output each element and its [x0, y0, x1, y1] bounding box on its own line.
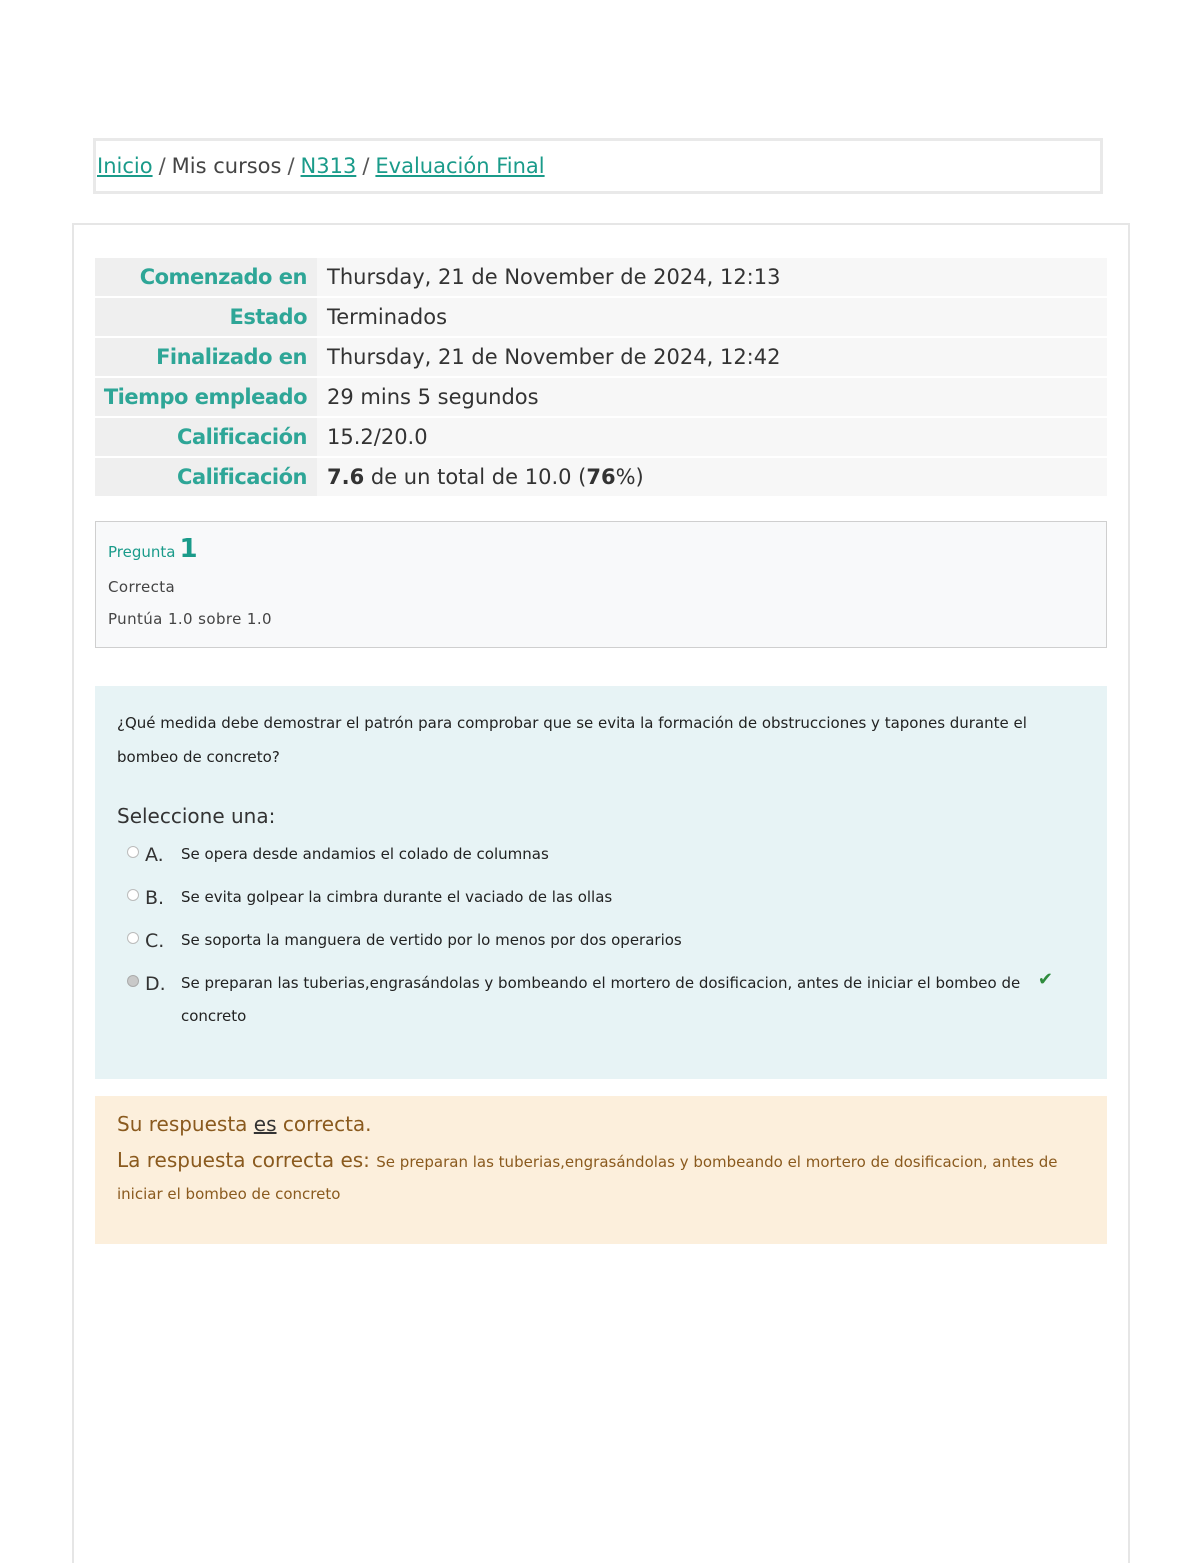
summary-row-grade: [95, 458, 1107, 498]
summary-label: Tiempo empleado: [95, 378, 317, 418]
breadcrumb-activity-link[interactable]: Evaluación Final: [375, 154, 545, 178]
question-prompt: ¿Qué medida debe demostrar el patrón para comprobar que se evita la formación de obstrucciones y tapones durante el bombeo de concreto?: [117, 714, 1027, 766]
select-one-label: Seleccione una:: [117, 804, 276, 828]
question-state: Correcta: [108, 578, 176, 596]
answer-option-b[interactable]: [117, 887, 1085, 914]
correct-answer-text: Se preparan las tuberias,engrasándolas y bombeando el mortero de dosificacion, antes de iniciar el bombeo de concreto: [117, 1153, 1058, 1203]
radio-button[interactable]: [127, 932, 139, 944]
answer-option-a[interactable]: [117, 844, 1085, 871]
breadcrumb-separator: /: [362, 154, 370, 178]
summary-label: Calificación: [95, 458, 317, 498]
summary-row-marks: [95, 418, 1107, 458]
option-letter: B.: [145, 887, 165, 909]
grade-middle: de un total de 10.0 (: [364, 465, 587, 489]
summary-label: Estado: [95, 298, 317, 338]
option-text: Se soporta la manguera de vertido por lo menos por dos operarios: [181, 931, 682, 949]
radio-button[interactable]: [127, 846, 139, 858]
question-marks: Puntúa 1.0 sobre 1.0: [108, 610, 272, 628]
option-letter: A.: [145, 844, 164, 866]
question-content: [95, 686, 1107, 1079]
feedback-suffix: correcta.: [276, 1112, 372, 1136]
feedback-panel: [95, 1096, 1107, 1244]
grade-suffix: %): [615, 465, 644, 489]
breadcrumb-my-courses: Mis cursos: [171, 154, 282, 178]
summary-value: Thursday, 21 de November de 2024, 12:42: [317, 338, 1107, 378]
check-icon: ✔: [1037, 969, 1053, 990]
summary-value: Thursday, 21 de November de 2024, 12:13: [317, 258, 1107, 298]
summary-label: Calificación: [95, 418, 317, 458]
breadcrumb-separator: /: [158, 154, 166, 178]
summary-row-started: [95, 258, 1107, 298]
breadcrumb-course-link[interactable]: N313: [300, 154, 357, 178]
option-text: Se preparan las tuberias,engrasándolas y bombeando el mortero de dosificacion, antes de iniciar el bombeo de concreto: [181, 974, 1021, 1025]
correct-answer: [117, 1144, 1085, 1210]
option-letter: C.: [145, 930, 165, 952]
correct-answer-label: La respuesta correcta es:: [117, 1148, 377, 1172]
feedback-result: [117, 1112, 1085, 1136]
feedback-es: es: [253, 1112, 277, 1136]
option-text: Se evita golpear la cimbra durante el vaciado de las ollas: [181, 888, 613, 906]
question-number-value: 1: [179, 534, 198, 564]
breadcrumb: [93, 138, 1103, 194]
answer-option-c[interactable]: [117, 930, 1085, 957]
summary-label: Finalizado en: [95, 338, 317, 378]
summary-row-state: [95, 298, 1107, 338]
radio-button[interactable]: [127, 889, 139, 901]
summary-row-completed: [95, 338, 1107, 378]
breadcrumb-separator: /: [287, 154, 295, 178]
grade-percent: 76: [586, 465, 616, 489]
question-info: [95, 521, 1107, 648]
summary-value: Terminados: [317, 298, 1107, 338]
summary-value: 15.2/20.0: [317, 418, 1107, 458]
summary-row-time-taken: [95, 378, 1107, 418]
grade-score: 7.6: [327, 465, 365, 489]
summary-value: 29 mins 5 segundos: [317, 378, 1107, 418]
question-number: [108, 534, 1094, 564]
feedback-prefix: Su respuesta: [117, 1112, 254, 1136]
summary-label: Comenzado en: [95, 258, 317, 298]
attempt-summary-table: [95, 258, 1107, 498]
summary-grade-value: [317, 458, 1107, 498]
breadcrumb-home-link[interactable]: Inicio: [97, 154, 153, 178]
answer-option-d[interactable]: [117, 969, 1085, 1033]
option-text: Se opera desde andamios el colado de columnas: [181, 845, 549, 863]
option-letter: D.: [145, 973, 166, 995]
radio-button-checked[interactable]: [127, 975, 139, 987]
question-label: Pregunta: [108, 543, 176, 561]
